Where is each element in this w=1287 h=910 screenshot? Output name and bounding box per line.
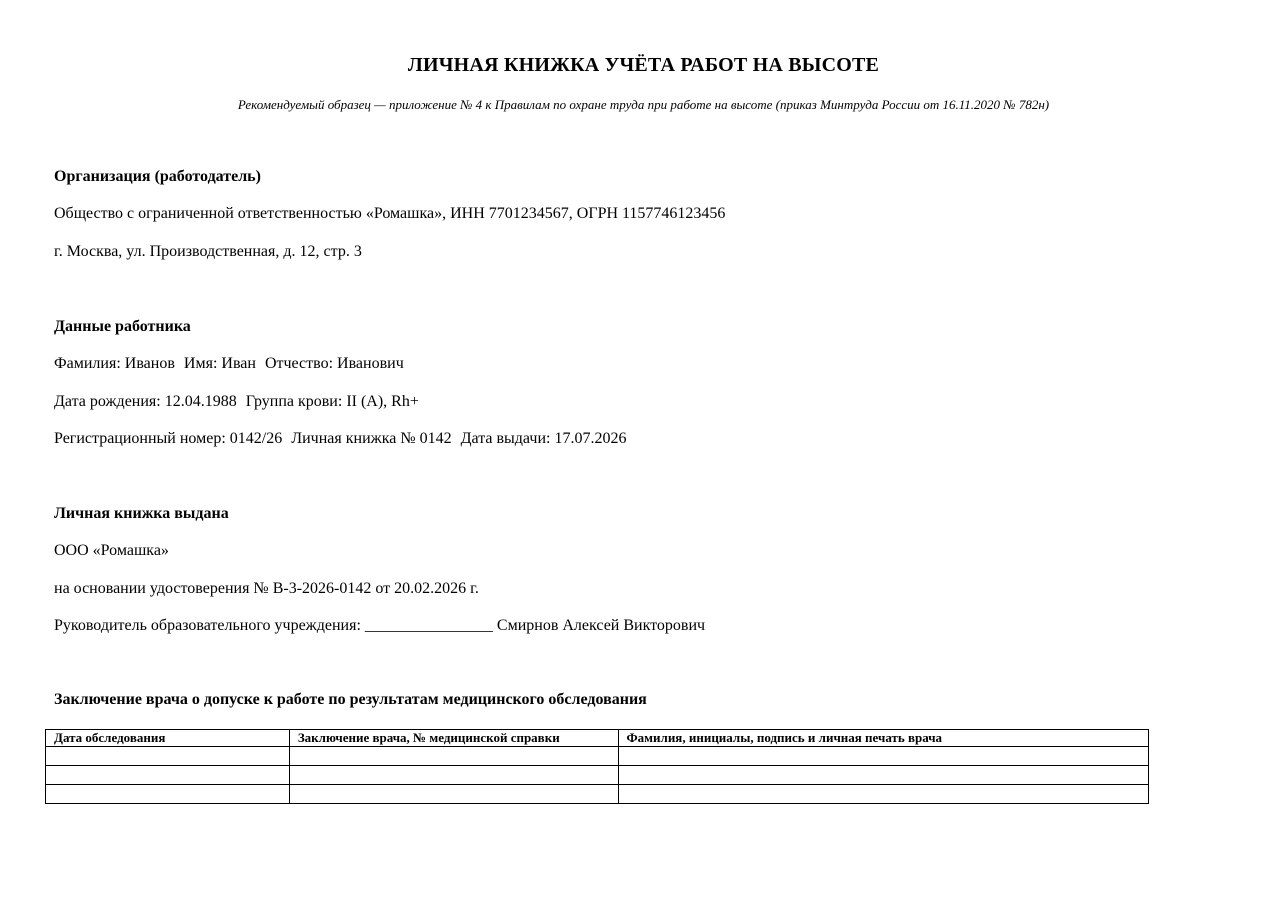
medical-table-header-row xyxy=(46,730,1149,747)
issued-basis: на основании удостоверения № В-3-2026-0142 от 20.02.2026 г. xyxy=(54,580,479,597)
medical-table xyxy=(45,729,1149,804)
worker-reg-number: Регистрационный номер: 0142/26 xyxy=(54,430,283,447)
column-header-conclusion: Заключение врача, № медицинской справки xyxy=(289,730,618,747)
table-cell[interactable] xyxy=(618,785,1148,804)
worker-birth-line xyxy=(54,393,419,411)
worker-first-name: Имя: Иван xyxy=(183,355,256,372)
table-cell[interactable] xyxy=(46,785,290,804)
table-row xyxy=(46,747,1149,766)
worker-heading: Данные работника xyxy=(54,318,191,335)
organization-name: Общество с ограниченной ответственностью «Ромашка», ИНН 7701234567, ОГРН 1157746123456 xyxy=(54,205,726,222)
worker-blood-group: Группа крови: II (A), Rh+ xyxy=(245,393,419,410)
table-cell[interactable] xyxy=(289,766,618,785)
table-cell[interactable] xyxy=(289,747,618,766)
worker-issue-date: Дата выдачи: 17.07.2026 xyxy=(460,430,627,447)
document-title: ЛИЧНАЯ КНИЖКА УЧЁТА РАБОТ НА ВЫСОТЕ xyxy=(407,54,880,76)
organization-heading: Организация (работодатель) xyxy=(54,168,261,185)
table-row xyxy=(46,766,1149,785)
table-cell[interactable] xyxy=(46,747,290,766)
table-row xyxy=(46,785,1149,804)
document-subtitle: Рекомендуемый образец — приложение № 4 к Правилам по охране труда при работе на высоте (приказ Минтруда России от 16.11.2020 № 782н) xyxy=(237,97,1050,112)
column-header-exam-date: Дата обследования xyxy=(46,730,290,747)
issued-heading: Личная книжка выдана xyxy=(54,505,229,522)
issued-issuer: ООО «Ромашка» xyxy=(54,542,169,559)
worker-patronymic: Отчество: Иванович xyxy=(264,355,404,372)
worker-surname: Фамилия: Иванов xyxy=(54,355,175,372)
worker-registration-line xyxy=(54,430,626,448)
column-header-doctor: Фамилия, инициалы, подпись и личная печать врача xyxy=(618,730,1148,747)
issued-head-signature: Руководитель образовательного учреждения: ________________ Смирнов Алексей Викторович xyxy=(54,617,706,634)
medical-heading: Заключение врача о допуске к работе по результатам медицинского обследования xyxy=(54,691,647,708)
worker-name-line xyxy=(54,355,404,373)
table-cell[interactable] xyxy=(618,766,1148,785)
worker-book-number: Личная книжка № 0142 xyxy=(291,430,452,447)
organization-address: г. Москва, ул. Производственная, д. 12, стр. 3 xyxy=(54,243,362,260)
table-cell[interactable] xyxy=(289,785,618,804)
table-cell[interactable] xyxy=(618,747,1148,766)
table-cell[interactable] xyxy=(46,766,290,785)
worker-birth-date: Дата рождения: 12.04.1988 xyxy=(54,393,237,410)
